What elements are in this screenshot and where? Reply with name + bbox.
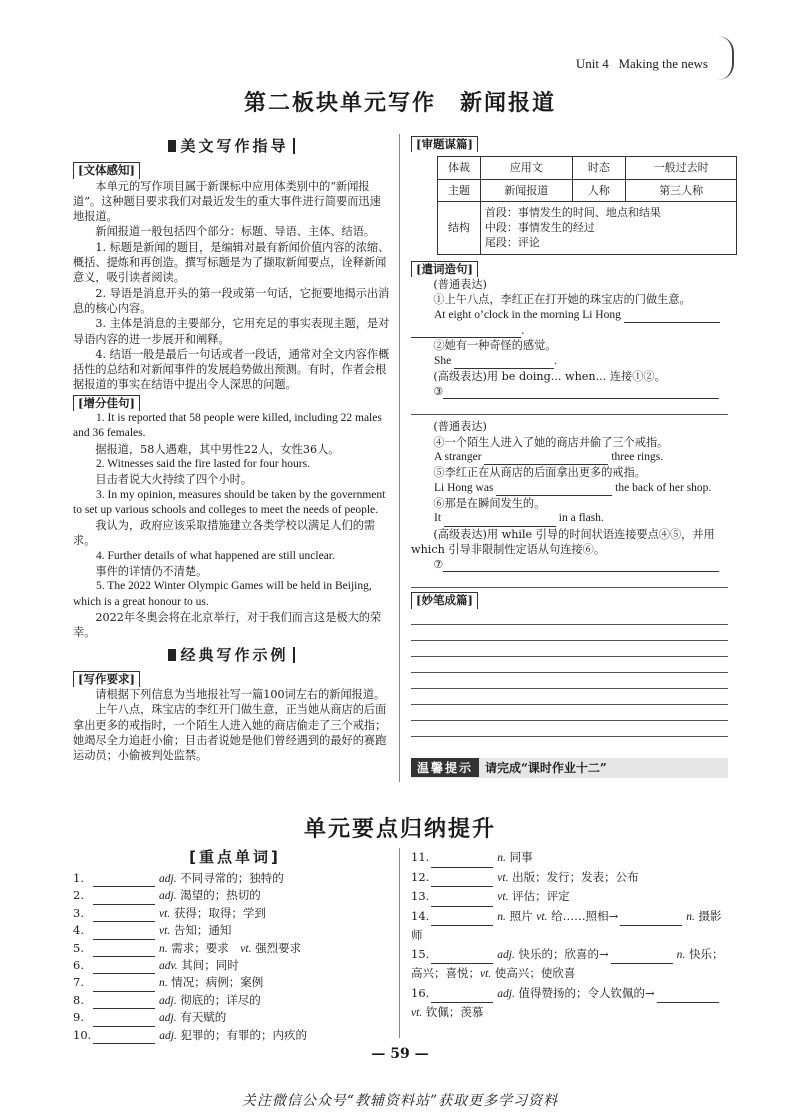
vocab-item: 2. adj. 渴望的；热切的: [73, 887, 393, 904]
example-section-title: 经典写作示例: [73, 647, 390, 663]
answer-blank[interactable]: [93, 979, 155, 992]
table-cell: 时态: [572, 157, 626, 179]
answer-blank[interactable]: [93, 1031, 155, 1044]
plan-table: [437, 156, 737, 254]
table-cell-structure: 首段：事情发生的时间、地点和结果 中段：事情发生的经过 尾段：评论: [480, 201, 736, 254]
answer-blank[interactable]: [624, 322, 720, 323]
answer-line: .: [411, 323, 728, 338]
reminder-bar: [411, 758, 728, 778]
tag-write: [妙笔成篇]: [411, 592, 478, 608]
feel-paragraph: 3. 主体是消息的主要部分，它用充足的事实表现主题，是对导语内容的进一步展开和阐释。: [73, 317, 390, 346]
prompt-en: At eight o’clock in the morning Li Hong: [411, 308, 728, 323]
feel-paragraph: 新闻报道一般包括四个部分：标题、导语、主体、结语。: [95, 225, 376, 239]
vocab-item: 3. vt. 获得；取得；学到: [73, 905, 393, 922]
label-normal: (普通表达): [433, 420, 487, 434]
requirement-paragraph: 上午八点，珠宝店的李红开门做生意，正当她从商店的后面拿出更多的戒指时，一个陌生人进入她的商店偷走了三个戒指；她竭尽全力追赶小偷；目击者说她是他们曾经遇到的最好的赛跑运动员；小偷被判处监禁。: [73, 703, 387, 763]
table-cell: 一般过去时: [626, 157, 737, 179]
sentence-cn: 我认为，政府应该采取措施建立各类学校以满足人们的需求。: [73, 519, 376, 548]
answer-blank[interactable]: [431, 990, 493, 1003]
answer-blank[interactable]: [443, 398, 719, 399]
answer-blank[interactable]: [431, 894, 493, 907]
answer-blank[interactable]: [93, 927, 155, 940]
answer-blank[interactable]: [657, 990, 719, 1003]
prompt-cn: ②她有一种奇怪的感觉。: [433, 339, 557, 353]
feel-paragraph: 本单元的写作项目属于新课标中应用体类别中的“新闻报道”。这种题目要求我们对最近发生的重大事件进行简要而迅速地报道。: [73, 179, 381, 224]
vocab-item: 10. adj. 犯罪的；有罪的；内疚的: [73, 1027, 393, 1044]
table-cell: 应用文: [480, 157, 572, 179]
sentence-en: 4. Further details of what happened are still unclear.: [96, 549, 335, 562]
vocab-item: 11. n. 同事: [411, 848, 731, 868]
reminder-text: 请完成“课时作业十二”: [485, 761, 607, 775]
feel-paragraph: 4. 结语一般是最后一句话或者一段话，通常对全文内容作概括性的总结和对新闻事件的发展趋势做出预测。有时，作者会根据报道的事实在结语中提出令人深思的问题。: [73, 347, 390, 392]
tag-sentences: [增分佳句]: [73, 395, 140, 411]
vocab-item: 12. vt. 出版；发行；发表；公布: [411, 868, 731, 888]
table-cell: 人称: [572, 179, 626, 201]
vocab-item: 16. adj. 值得赞扬的；令人钦佩的→vt. 钦佩；羡慕: [411, 984, 731, 1023]
vocab-item: 4. vt. 告知；通知: [73, 922, 393, 939]
sentence-cn: 2022年冬奥会将在北京举行，对于我们而言这是极大的荣幸。: [73, 610, 382, 640]
table-cell: 新闻报道: [480, 179, 572, 201]
table-cell: 结构: [438, 201, 481, 254]
answer-blank[interactable]: [431, 874, 493, 887]
prompt-en: Li Hong was the back of her shop.: [411, 481, 728, 496]
label-normal: (普通表达): [433, 278, 487, 292]
sentence-en: 1. It is reported that 58 people were killed, including 22 males and 36 females.: [73, 412, 382, 440]
table-cell: 体裁: [438, 157, 481, 179]
writing-line[interactable]: [411, 673, 728, 689]
prompt-cn: ⑤李红正在从商店的后面拿出更多的戒指。: [433, 466, 646, 480]
vocab-item: 15. adj. 快乐的；欣喜的→ n. 快乐；高兴；喜悦；vt. 使高兴；使欣喜: [411, 946, 724, 980]
writing-line[interactable]: [411, 721, 728, 737]
answer-blank[interactable]: [611, 951, 673, 964]
label-advanced: (高级表达)用 be doing... when... 连接①②。: [433, 369, 666, 383]
bookmark-icon: [168, 140, 176, 152]
answer-line[interactable]: [411, 572, 728, 588]
prompt-cn: ④一个陌生人进入了她的商店并偷了三个戒指。: [433, 435, 669, 449]
tag-plan: [审题谋篇]: [411, 136, 478, 152]
prompt-en: A stranger three rings.: [411, 450, 728, 465]
footer-note: 关注微信公众号“教辅资料站”获取更多学习资料: [241, 1093, 559, 1109]
sentence-en: 2. Witnesses said the fire lasted for four hours.: [96, 457, 310, 470]
feel-paragraph: 1. 标题是新闻的题目，是编辑对最有新闻价值内容的浓缩、概括、提炼和再创造。撰写标题是为了撷取新闻要点，诠释新闻意义，吸引读者阅读。: [73, 240, 390, 285]
header-unit: Unit 4: [575, 56, 609, 71]
prompt-en: It in a flash.: [411, 511, 728, 526]
sentence-en: 3. In my opinion, measures should be taken by the government to set up various schools and colleges to meet the needs of people.: [73, 488, 386, 516]
answer-blank[interactable]: [431, 913, 493, 926]
right-column: [411, 134, 728, 737]
prompt-en: She .: [411, 354, 728, 369]
guide-section-title: 美文写作指导: [73, 138, 390, 154]
vocab-item: 8. adj. 彻底的；详尽的: [73, 992, 393, 1009]
sentence-cn: 事件的详情仍不清楚。: [95, 565, 208, 579]
bar-icon: [293, 647, 295, 663]
bookmark-icon: [168, 649, 176, 661]
answer-line[interactable]: [411, 399, 728, 415]
column-divider: [399, 134, 400, 782]
page-title: 第二板块单元写作 新闻报道: [243, 91, 556, 116]
vocab-item: 13. vt. 评估；评定: [411, 887, 731, 907]
sentence-cn: 据报道，58人遇难，其中男性22人，女性36人。: [95, 442, 340, 456]
bar-icon: [293, 138, 295, 154]
column-divider: [399, 848, 400, 1038]
table-cell: 主题: [438, 179, 481, 201]
answer-blank[interactable]: [93, 996, 155, 1009]
writing-line[interactable]: [411, 609, 728, 625]
tag-feel: [文体感知]: [73, 162, 140, 178]
vocab-item: 5. n. 需求；要求 vt. 强烈要求: [73, 940, 393, 957]
vocab-item: 1. adj. 不同寻常的；独特的: [73, 870, 393, 887]
writing-line[interactable]: [411, 705, 728, 721]
header-topic: Making the news: [618, 56, 708, 71]
answer-blank[interactable]: [93, 1014, 155, 1027]
left-column: [73, 134, 390, 764]
answer-blank[interactable]: [620, 913, 682, 926]
prompt-cn: ①上午八点，李红正在打开她的珠宝店的门做生意。: [433, 293, 691, 307]
answer-row: ③: [411, 384, 728, 399]
writing-line[interactable]: [411, 689, 728, 705]
prompt-cn: ⑥那是在瞬间发生的。: [433, 496, 546, 510]
tag-make: [遣词造句]: [411, 261, 478, 277]
answer-row: ⑦: [411, 557, 728, 572]
answer-blank[interactable]: [93, 909, 155, 922]
vocab-item: 14. n. 照片 vt. 给……照相→ n. 摄影师: [411, 908, 722, 942]
writing-line[interactable]: [411, 657, 728, 673]
label-advanced: (高级表达)用 while 引导的时间状语连接要点④⑤，并用 which 引导非限制性定语从句连接⑥。: [411, 527, 715, 556]
answer-blank[interactable]: [431, 951, 493, 964]
vocab-item: 6. adv. 其间；同时: [73, 957, 393, 974]
answer-blank[interactable]: [93, 892, 155, 905]
feel-paragraph: 2. 导语是消息开头的第一段或第一句话，它扼要地揭示出消息的核心内容。: [73, 286, 390, 315]
vocab-title: [重点单词]: [189, 848, 281, 866]
vocab-list-right: [411, 848, 731, 1023]
answer-blank[interactable]: [93, 944, 155, 957]
sentence-en: 5. The 2022 Winter Olympic Games will be held in Beijing, which is a great honour to us.: [73, 580, 372, 608]
table-cell: 第三人称: [626, 179, 737, 201]
requirement-paragraph: 请根据下列信息为当地报社写一篇100词左右的新闻报道。: [95, 688, 386, 702]
answer-blank[interactable]: [93, 874, 155, 887]
section2-title: 单元要点归纳提升: [303, 817, 496, 842]
writing-line[interactable]: [411, 625, 728, 641]
vocab-list-left: [73, 870, 393, 1044]
vocab-item: 7. n. 情况；病例；案例: [73, 974, 393, 991]
page-number: — 59 —: [371, 1046, 429, 1062]
answer-blank[interactable]: [443, 571, 719, 572]
reminder-label: 温馨提示: [411, 758, 479, 777]
writing-line[interactable]: [411, 641, 728, 657]
answer-blank[interactable]: [93, 961, 155, 974]
sentence-cn: 目击者说大火持续了四个小时。: [95, 473, 253, 487]
running-header: [576, 56, 708, 72]
vocab-item: 9. adj. 有天赋的: [73, 1009, 393, 1026]
answer-blank[interactable]: [431, 855, 493, 868]
tag-requirements: [写作要求]: [73, 671, 140, 687]
header-bracket: [718, 36, 734, 80]
